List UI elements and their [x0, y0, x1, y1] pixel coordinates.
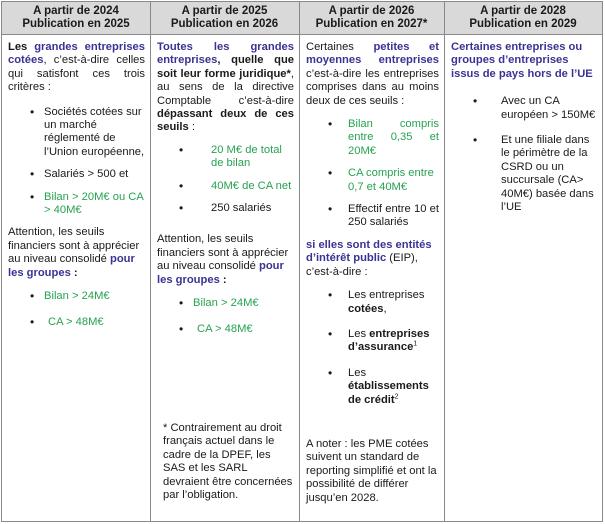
eip-item-bold: établissements de crédit: [348, 380, 429, 406]
eip-item-pre: Les entreprises: [348, 289, 425, 302]
col1-note-highlight: pour les groupes: [8, 253, 135, 279]
col1-criteria-list: [8, 106, 145, 218]
col2-intro-threshold: dépassant deux de ces seuils: [157, 108, 294, 134]
eip-item-pre: Les: [348, 366, 367, 379]
col1-note: [8, 226, 145, 280]
header-2028-year: A partir de 2028: [480, 5, 566, 17]
header-2024-publication: Publication en 2025: [22, 18, 130, 30]
list-item: • Effectif entre 10 et 250 salariés: [306, 203, 439, 230]
col1-intro-rest: , c’est-à-dire celles qui satisfont ces trois critères :: [8, 54, 145, 94]
list-item: [306, 289, 439, 316]
col3-eip: [306, 239, 439, 279]
list-item: • 20 M€ de total de bilan: [157, 144, 294, 171]
header-2024: [2, 2, 150, 35]
col1-intro: [8, 41, 145, 95]
eip-item-bold: cotées: [348, 302, 384, 315]
header-2025-year: A partir de 2025: [181, 5, 268, 17]
column-2024: [2, 35, 150, 521]
list-item: [306, 367, 439, 407]
footnote-marker: 2: [394, 392, 399, 400]
header-2026-year: A partir de 2026: [328, 5, 415, 17]
list-item: • Sociétés cotées sur un marché réglementé de l’Union européenne,: [8, 106, 145, 160]
col2-intro-bold: , quelle que soit leur forme juridique*: [157, 54, 294, 80]
eip-item-pre: Les: [348, 327, 370, 340]
col3-intro-rest: c’est-à-dire les entreprises comprises dans au moins deux de ces seuils :: [306, 67, 439, 107]
col3-eip-list: [306, 289, 439, 407]
col2-footnote: * Contrairement au droit français actuel dans le cadre de la DPEF, les SAS et les SARL devraient être concernées par l’obligation.: [163, 422, 293, 502]
col1-intro-lead: Les: [8, 41, 35, 53]
col3-eip-highlight: si elles sont des entités d’intérêt public: [306, 238, 432, 265]
list-item: • Salariés > 500 et: [8, 168, 145, 181]
header-2028: [444, 2, 602, 35]
list-item: [306, 328, 439, 355]
footnote-marker: 1: [413, 340, 418, 348]
list-item: • CA > 48M€: [157, 323, 294, 336]
col1-threshold-list: [8, 290, 145, 329]
col1-note-colon: :: [70, 266, 78, 279]
col2-threshold-list: [157, 297, 294, 336]
header-2024-year: A partir de 2024: [33, 5, 119, 17]
col4-criteria-list: [451, 95, 597, 214]
column-2028: [445, 35, 602, 521]
header-2025-publication: Publication en 2026: [170, 18, 279, 30]
col2-note-colon: :: [219, 273, 227, 286]
list-item: • Et une filiale dans le périmètre de la CSRD ou un succursale (CA> 40M€) basée dans l’UE: [451, 134, 597, 214]
header-2026: [299, 2, 444, 35]
list-item: • Avec un CA européen > 150M€: [451, 95, 597, 122]
header-2025: [150, 2, 299, 35]
list-item: • 250 salariés: [157, 202, 294, 215]
col2-criteria-list: [157, 144, 294, 216]
col2-note: [157, 233, 294, 287]
column-2026: [300, 35, 444, 521]
col2-note-text: Attention, les seuils financiers sont à apprécier au niveau consolidé: [157, 233, 289, 273]
col2-intro-rest: , au sens de la directive Comptable c’est-à-dire: [157, 67, 294, 107]
col2-note-highlight: pour les groupes: [157, 260, 284, 286]
col2-intro-colon: :: [188, 121, 195, 134]
column-2025: [151, 35, 299, 521]
list-item: • Bilan compris entre 0,35 et 20M€: [306, 118, 439, 158]
header-2026-publication: Publication en 2027*: [315, 18, 428, 30]
list-item: • CA > 48M€: [8, 316, 145, 329]
list-item: • CA compris entre 0,7 et 40M€: [306, 167, 439, 194]
col3-intro-highlight: petites et moyennes entreprises: [306, 41, 439, 67]
eip-item-bold: entreprises d’assurance: [348, 327, 430, 354]
col3-intro: [306, 41, 439, 108]
list-item: • Bilan > 24M€: [157, 297, 294, 310]
col1-note-text: Attention, les seuils financiers sont à apprécier au niveau consolidé: [8, 226, 140, 266]
col3-criteria-list: [306, 118, 439, 230]
list-item: • 40M€ de CA net: [157, 180, 294, 193]
col2-intro: [157, 41, 294, 135]
col1-intro-highlight: grandes entreprises cotées: [8, 41, 145, 67]
list-item: • Bilan > 20M€ ou CA > 40M€: [8, 191, 145, 218]
col3-intro-lead: Certaines: [306, 41, 374, 53]
list-item: • Bilan > 24M€: [8, 290, 145, 303]
col3-sme-note: A noter : les PME cotées suivent un standard de reporting simplifié et ont la possibilité de différer jusqu’en 2028.: [306, 438, 437, 504]
eip-item-post: ,: [383, 302, 387, 315]
header-2028-publication: Publication en 2029: [469, 18, 577, 30]
col2-intro-highlight: Toutes les grandes entreprises: [157, 41, 294, 67]
col3-eip-rest: (EIP), c’est-à-dire :: [306, 252, 418, 278]
csrd-timeline-table: [1, 1, 603, 522]
col4-intro: Certaines entreprises ou groupes d’entreprises issus de pays hors de l’UE: [451, 41, 593, 80]
